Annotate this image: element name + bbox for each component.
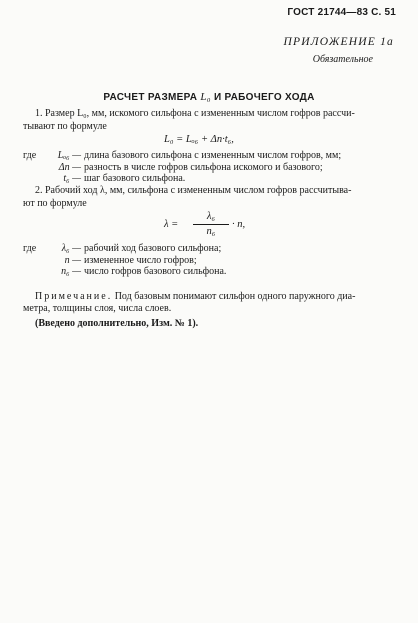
definition-row <box>23 173 341 185</box>
def-symbol: Lₒ₆ — <box>57 150 81 161</box>
appendix-subtitle: Обязательное <box>312 54 373 65</box>
def-text: разность в числе гофров сильфона искомого и базового; <box>84 161 323 173</box>
para2-line1: 2. Рабочий ход λ, мм, сильфона с измененным числом гофров рассчитыва- <box>35 185 352 196</box>
note-line2: метра, толщины слоя, числа слоев. <box>23 303 172 314</box>
def-symbol: n₆ — <box>61 266 81 277</box>
appendix-label: ПРИЛОЖЕНИЕ 1а <box>283 36 394 48</box>
para2-line2: ют по формуле <box>23 198 87 209</box>
definition-row <box>23 266 226 278</box>
formula-stroke-numerator: λ₆ <box>206 211 216 222</box>
section-title <box>0 91 418 103</box>
def-prefix <box>23 162 45 174</box>
title-part2: И РАБОЧЕГО ХОДА <box>213 92 315 103</box>
title-symbol: L₀ <box>200 91 211 103</box>
def-symbol: λ₆ — <box>61 243 81 254</box>
def-text: число гофров базового сильфона. <box>84 266 227 277</box>
para1-line2: тывают по формуле <box>23 121 107 132</box>
definition-row <box>23 243 226 255</box>
def-symbol: t₆ — <box>63 173 81 184</box>
def-symbol: Δn — <box>58 161 81 173</box>
note-text: Под базовым понимают сильфон одного паружного диа- <box>112 291 356 302</box>
def-prefix: где <box>23 243 37 254</box>
def-prefix <box>23 255 45 267</box>
formula-stroke-denominator: n₆ <box>206 226 216 237</box>
formula-length <box>164 134 234 145</box>
def-text: рабочий ход базового сильфона; <box>84 243 222 254</box>
def-text: шаг базового сильфона. <box>84 173 186 184</box>
formula-length-text: L₀ = Lₒ₆ + Δn·t₆, <box>164 134 234 145</box>
definition-row <box>23 150 341 162</box>
definitions-1 <box>23 150 341 185</box>
para1-line1: 1. Размер L₀, мм, искомого сильфона с измененным числом гофров рассчи- <box>35 108 355 119</box>
formula-stroke-lhs: λ = <box>164 219 179 230</box>
definition-row <box>23 162 341 174</box>
def-symbol: n — <box>64 254 81 266</box>
title-part1: РАСЧЕТ РАЗМЕРА <box>103 92 198 103</box>
def-prefix: где <box>23 150 37 161</box>
standard-page-header: ГОСТ 21744—83 С. 51 <box>287 7 396 18</box>
def-prefix <box>23 173 45 185</box>
fraction-bar <box>193 224 229 225</box>
note-label: Примечание. <box>35 291 113 302</box>
def-text: длина базового сильфона с измененным числом гофров, мм; <box>84 150 342 161</box>
amendment-note: (Введено дополнительно, Изм. № 1). <box>35 318 199 329</box>
definition-row <box>23 255 226 267</box>
formula-stroke-rhs: · n, <box>232 219 246 230</box>
formula-stroke <box>0 211 418 241</box>
def-prefix <box>23 266 45 278</box>
definitions-2 <box>23 243 226 278</box>
def-text: измененное число гофров; <box>84 254 197 266</box>
note-line1 <box>35 291 355 303</box>
